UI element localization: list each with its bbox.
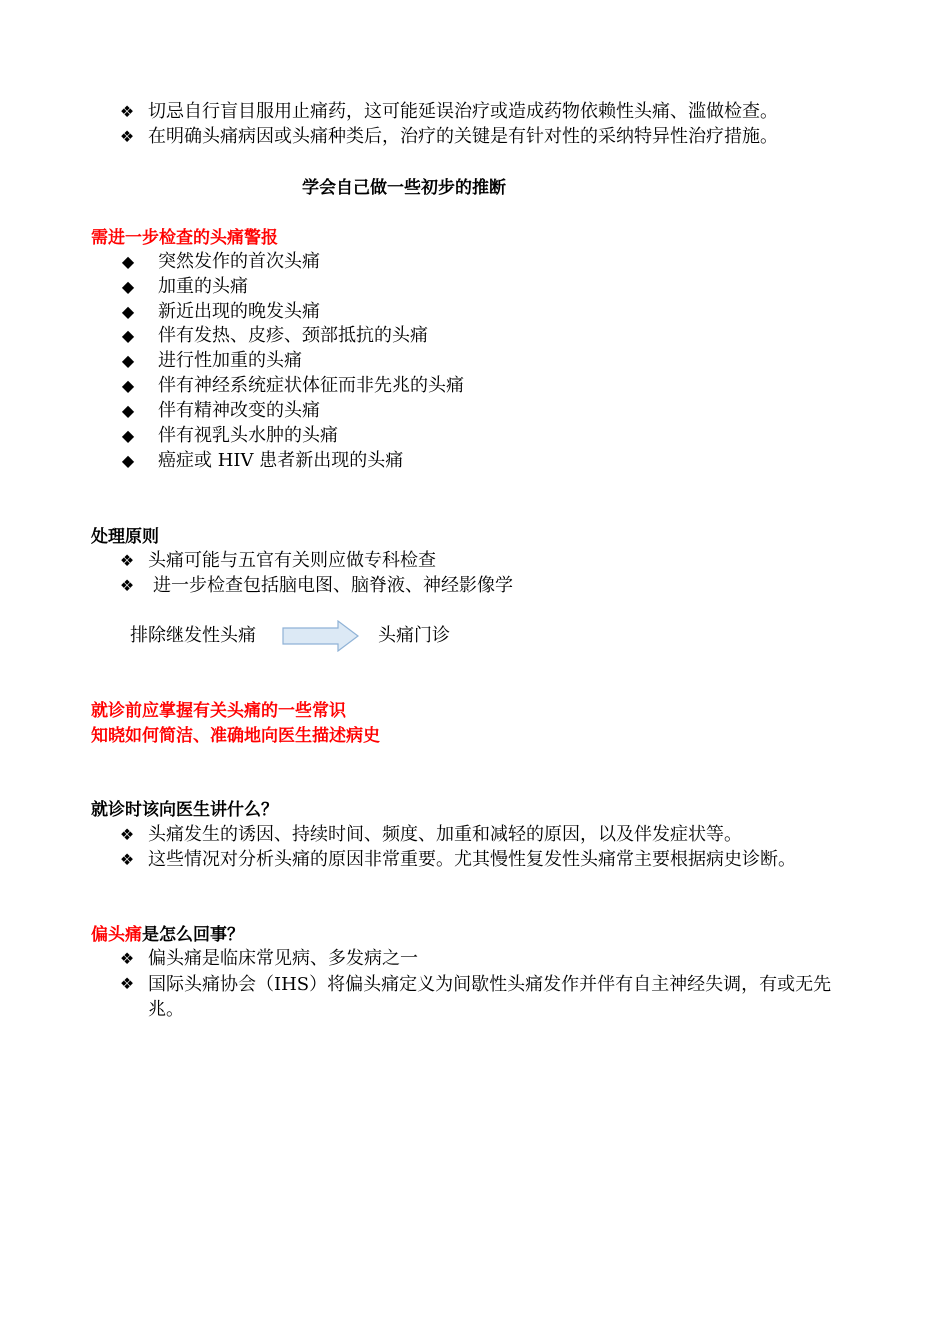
four-diamond-bullet-icon: ❖ [119, 850, 135, 869]
principle-item: 进一步检查包括脑电图、脑脊液、神经影像学 [153, 575, 513, 596]
black-diamond-bullet-icon: ◆ [121, 277, 135, 296]
tell-doctor-item: 这些情况对分析头痛的原因非常重要。尤其慢性复发性头痛常主要根据病史诊断。 [148, 849, 796, 870]
principles-heading: 处理原则 [91, 527, 159, 547]
four-diamond-bullet-icon: ❖ [119, 949, 135, 968]
black-diamond-bullet-icon: ◆ [121, 252, 135, 271]
four-diamond-bullet-icon: ❖ [119, 974, 135, 993]
four-diamond-bullet-icon: ❖ [119, 825, 135, 844]
warning-item: 进行性加重的头痛 [158, 350, 302, 371]
warning-item: 新近出现的晚发头痛 [158, 301, 320, 322]
warning-item: 伴有神经系统症状体征而非先兆的头痛 [158, 375, 464, 396]
four-diamond-bullet-icon: ❖ [119, 576, 135, 595]
black-diamond-bullet-icon: ◆ [121, 302, 135, 321]
four-diamond-bullet-icon: ❖ [119, 551, 135, 570]
migraine-heading [91, 923, 244, 947]
top-bullet-text: 在明确头痛病因或头痛种类后，治疗的关键是有针对性的采纳特异性治疗措施。 [148, 126, 778, 147]
visit-note-line: 知晓如何简洁、准确地向医生描述病史 [91, 726, 380, 746]
flow-to-label: 头痛门诊 [378, 625, 450, 646]
principle-item: 头痛可能与五官有关则应做专科检查 [148, 550, 436, 571]
black-diamond-bullet-icon: ◆ [121, 426, 135, 445]
black-diamond-bullet-icon: ◆ [121, 351, 135, 370]
top-bullet-text: 切忌自行盲目服用止痛药，这可能延误治疗或造成药物依赖性头痛、滥做检查。 [148, 101, 778, 122]
tell-doctor-heading: 就诊时该向医生讲什么？ [91, 800, 278, 820]
section-title: 学会自己做一些初步的推断 [302, 178, 506, 198]
warning-item: 加重的头痛 [158, 276, 248, 297]
migraine-item: 偏头痛是临床常见病、多发病之一 [148, 948, 418, 969]
four-diamond-bullet-icon: ❖ [119, 127, 135, 146]
tell-doctor-item: 头痛发生的诱因、持续时间、频度、加重和减轻的原因，以及伴发症状等。 [148, 824, 742, 845]
visit-note-line: 就诊前应掌握有关头痛的一些常识 [91, 701, 346, 721]
black-diamond-bullet-icon: ◆ [121, 376, 135, 395]
warning-item: 突然发作的首次头痛 [158, 251, 320, 272]
warning-heading: 需进一步检查的头痛警报 [91, 228, 278, 248]
warning-item: 伴有发热、皮疹、颈部抵抗的头痛 [158, 325, 428, 346]
flow-from-label: 排除继发性头痛 [130, 625, 256, 646]
four-diamond-bullet-icon: ❖ [119, 102, 135, 121]
black-diamond-bullet-icon: ◆ [121, 451, 135, 470]
warning-item: 伴有视乳头水肿的头痛 [158, 425, 338, 446]
black-diamond-bullet-icon: ◆ [121, 401, 135, 420]
migraine-item: 国际头痛协会（IHS）将偏头痛定义为间歇性头痛发作并伴有自主神经失调，有或无先兆。 [148, 974, 832, 1020]
migraine-heading-black: 是怎么回事？ [142, 925, 244, 945]
migraine-heading-red: 偏头痛 [91, 925, 142, 945]
warning-item: 伴有精神改变的头痛 [158, 400, 320, 421]
right-arrow-icon [282, 620, 360, 652]
black-diamond-bullet-icon: ◆ [121, 326, 135, 345]
warning-item: 癌症或 HIV 患者新出现的头痛 [158, 450, 404, 471]
